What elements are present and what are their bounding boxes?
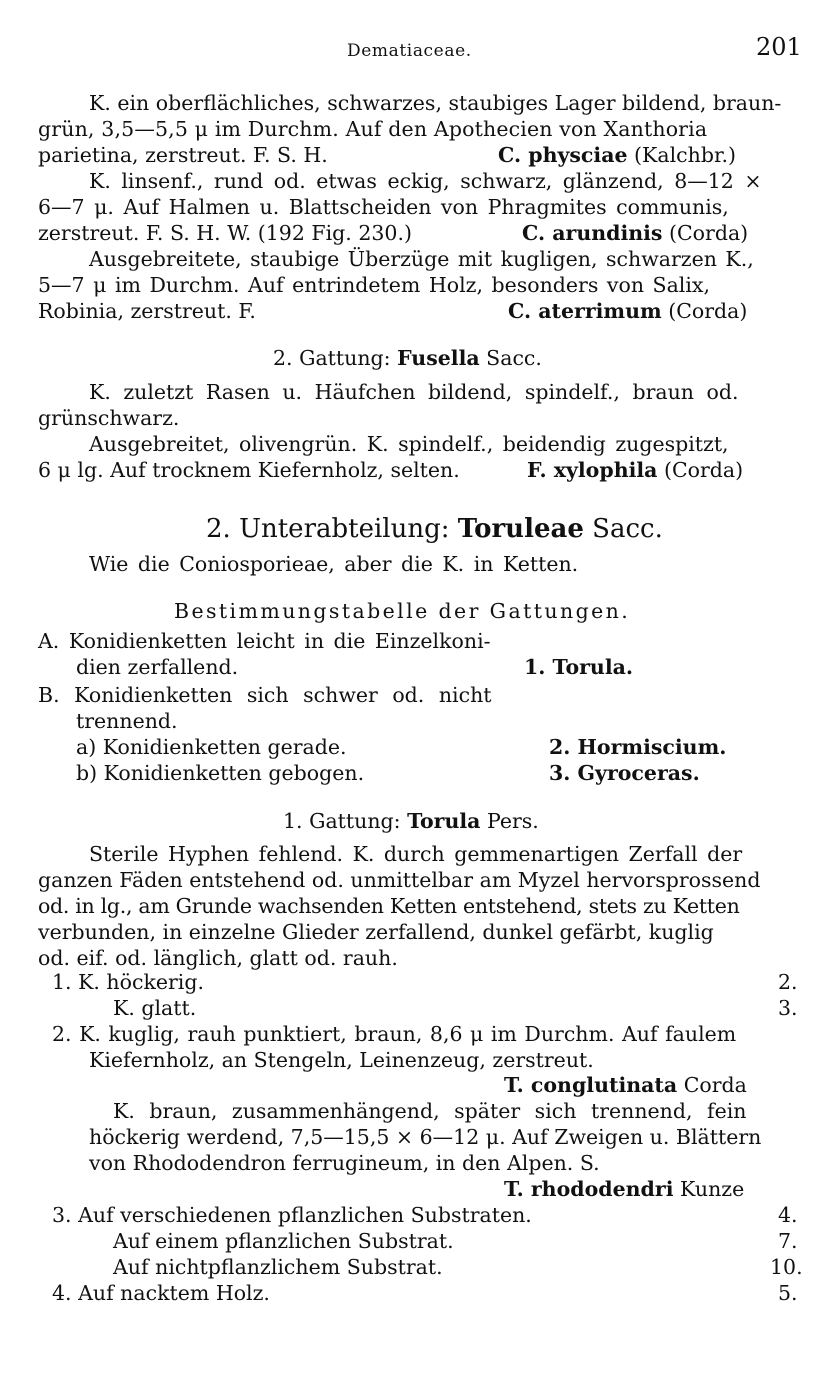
page-number: 201	[756, 33, 802, 61]
key-line: 2. K. kuglig, rauh punktiert, braun, 8,6 μ im Durchm. Auf faulem	[52, 1022, 737, 1046]
key-line: Kiefernholz, an Stengeln, Leinenzeug, zerstreut.	[89, 1048, 594, 1072]
species-name: T. conglutinata	[504, 1073, 678, 1097]
text-line: Ausgebreitete, staubige Überzüge mit kugligen, schwarzen K.,	[89, 247, 754, 271]
species-name: T. rhododendri	[504, 1177, 674, 1201]
key-line: höckerig werdend, 7,5—15,5 × 6—12 μ. Auf Zweigen u. Blättern	[89, 1125, 762, 1149]
key-line: 3. Auf verschiedenen pflanzlichen Substraten.	[52, 1203, 532, 1227]
text-line: od. in lg., am Grunde wachsenden Ketten entstehend, stets zu Ketten	[38, 894, 740, 918]
text-line: Robinia, zerstreut. F. C. aterrimum (Corda)	[38, 299, 748, 323]
text-line: K. zuletzt Rasen u. Häufchen bildend, spindelf., braun od.	[89, 380, 739, 404]
text-line: zerstreut. F. S. H. W. (192 Fig. 230.) C. arundinis (Corda)	[38, 221, 749, 245]
running-head	[0, 33, 830, 66]
key-line: von Rhododendron ferrugineum, in den Alpen. S.	[89, 1151, 600, 1175]
key-line: T. conglutinata Corda	[504, 1073, 747, 1097]
key-lead: 4.	[778, 1203, 798, 1227]
text-line: 6—7 μ. Auf Halmen u. Blattscheiden von Phragmites communis,	[38, 195, 729, 219]
text-line: ganzen Fäden entstehend od. unmittelbar am Myzel hervorsprossend	[38, 868, 761, 892]
key-heading: Bestimmungstabelle der Gattungen.	[174, 599, 631, 623]
key-lead: 5.	[778, 1281, 798, 1305]
genus-name: Fusella	[397, 346, 480, 370]
genus-name: Torula	[407, 809, 481, 833]
key-line: K. glatt.	[113, 996, 197, 1020]
key-line: b) Konidienketten gebogen. 3. Gyroceras.	[76, 761, 700, 785]
text-line: od. eif. od. länglich, glatt od. rauh.	[38, 946, 398, 970]
key-line: trennend.	[76, 709, 178, 733]
species-name: C. physciae	[498, 143, 628, 167]
key-result: 3. Gyroceras.	[549, 761, 700, 785]
text-line: K. linsenf., rund od. etwas eckig, schwarz, glänzend, 8—12 ×	[89, 169, 762, 193]
subdivision-name: Toruleae	[457, 514, 584, 544]
species-name: C. aterrimum	[508, 299, 662, 323]
species-name: C. arundinis	[522, 221, 663, 245]
key-lead: 10.	[770, 1255, 803, 1279]
subdivision-heading: 2. Unterabteilung: Toruleae Sacc.	[206, 514, 663, 544]
genus-heading: 1. Gattung: Torula Pers.	[283, 809, 539, 833]
genus-heading: 2. Gattung: Fusella Sacc.	[273, 346, 542, 370]
text-line: K. ein oberflächliches, schwarzes, staubiges Lager bildend, braun-	[89, 91, 782, 115]
text-line: parietina, zerstreut. F. S. H. C. physciae (Kalchbr.)	[38, 143, 737, 167]
text-line: grünschwarz.	[38, 406, 180, 430]
text-line: Ausgebreitet, olivengrün. K. spindelf., beidendig zugespitzt,	[89, 432, 729, 456]
key-line: K. braun, zusammenhängend, später sich trennend, fein	[113, 1099, 747, 1123]
key-lead: 3.	[778, 996, 798, 1020]
key-line: B. Konidienketten sich schwer od. nicht	[38, 683, 492, 707]
text-line: Wie die Coniosporieae, aber die K. in Ketten.	[89, 552, 579, 576]
text-line: Sterile Hyphen fehlend. K. durch gemmenartigen Zerfall der	[89, 842, 743, 866]
text-line: verbunden, in einzelne Glieder zerfallend, dunkel gefärbt, kuglig	[38, 920, 714, 944]
running-head-title: Dematiaceae.	[347, 41, 472, 61]
key-line: a) Konidienketten gerade. 2. Hormiscium.	[76, 735, 727, 759]
key-result: 2. Hormiscium.	[549, 735, 727, 759]
key-lead: 7.	[778, 1229, 798, 1253]
key-line: 4. Auf nacktem Holz.	[52, 1281, 270, 1305]
key-line: Auf einem pflanzlichen Substrat.	[113, 1229, 454, 1253]
species-name: F. xylophila	[527, 458, 658, 482]
key-result: 1. Torula.	[524, 655, 634, 679]
text-line: 5—7 μ im Durchm. Auf entrindetem Holz, besonders von Salix,	[38, 273, 710, 297]
key-line: dien zerfallend. 1. Torula.	[76, 655, 634, 679]
key-line: A. Konidienketten leicht in die Einzelkoni-	[38, 629, 491, 653]
text-line: grün, 3,5—5,5 μ im Durchm. Auf den Apothecien von Xanthoria	[38, 117, 708, 141]
text-line: 6 μ lg. Auf trocknem Kiefernholz, selten. F. xylophila (Corda)	[38, 458, 744, 482]
key-line: Auf nichtpflanzlichem Substrat.	[113, 1255, 443, 1279]
key-line: T. rhododendri Kunze	[504, 1177, 745, 1201]
key-lead: 2.	[778, 970, 798, 994]
key-line: 1. K. höckerig.	[52, 970, 204, 994]
